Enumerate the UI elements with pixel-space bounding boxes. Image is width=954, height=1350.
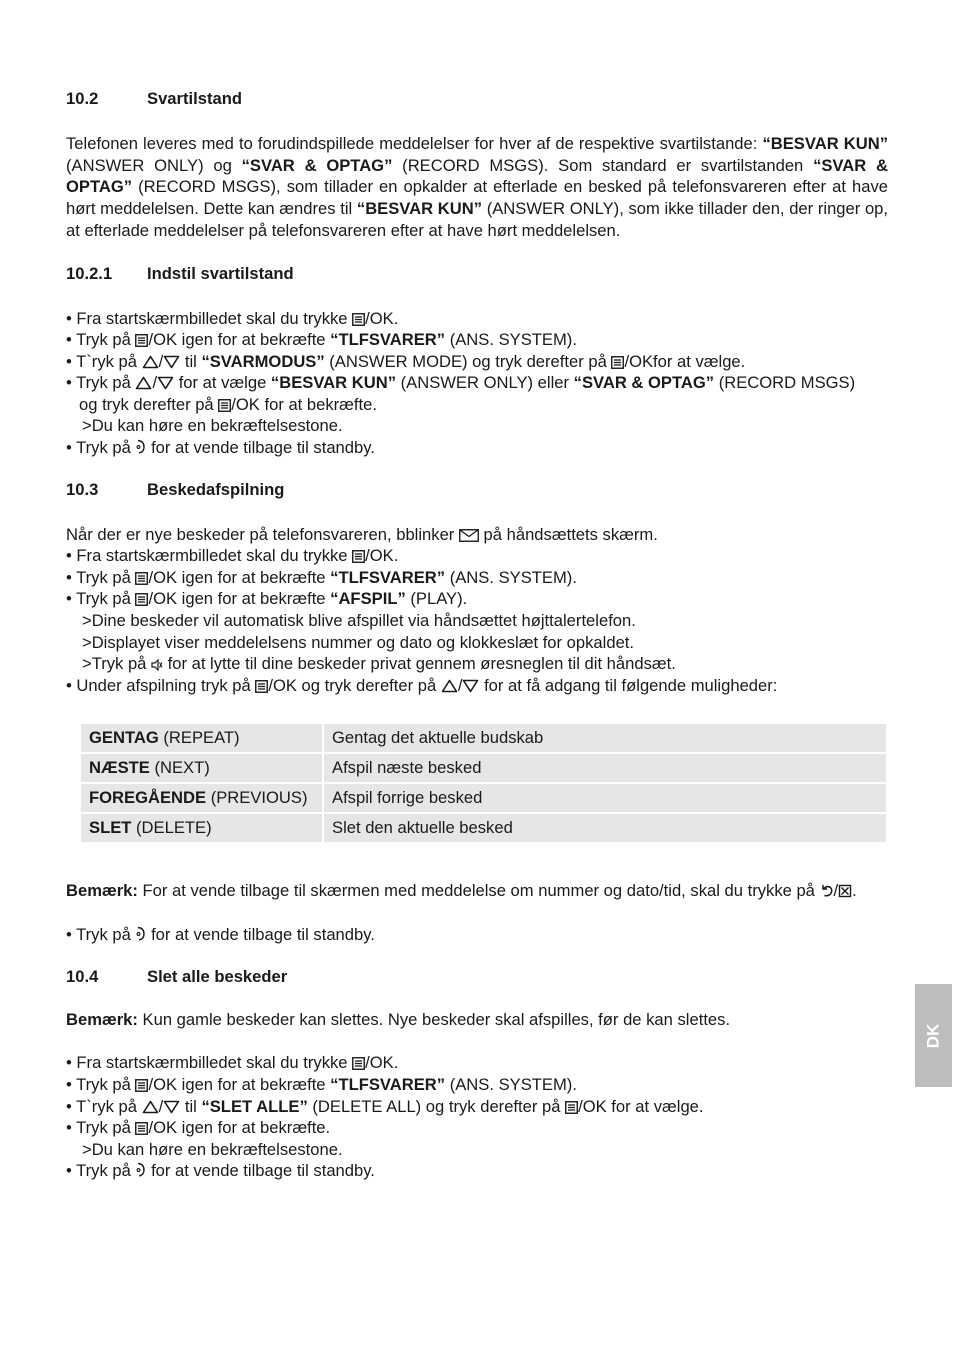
text-run: (PLAY). [405, 589, 468, 609]
text-run: / [833, 881, 839, 901]
section-heading-10-2 [66, 89, 888, 109]
text-run: (ANSWER ONLY), som ikke tillader den, der ringer op, at efterlade meddelelser på telefonsvareren efter at have hørt meddelelsen. [66, 199, 889, 240]
emphasis-text: “BESVAR KUN” [270, 373, 396, 393]
language-tab-label: DK [923, 1023, 943, 1048]
text-run: (ANS. SYSTEM). [445, 567, 577, 587]
text-run: Tryk på [76, 925, 136, 945]
down-arrow-icon [163, 1100, 180, 1114]
text-run: til [180, 1096, 202, 1116]
bullet-item [66, 1074, 888, 1096]
bullet-mark: • [66, 373, 77, 393]
table-row [81, 724, 886, 752]
text-run: for at vende tilbage til standby. [146, 925, 375, 945]
back-icon [820, 883, 834, 898]
text-run: /OK igen for at bekræfte [148, 330, 331, 350]
text-run: /OK. [365, 308, 399, 328]
text-run: (ANSWER ONLY) eller [396, 373, 574, 393]
text-run: (ANS. SYSTEM). [445, 1075, 577, 1095]
bullet-item [66, 329, 888, 351]
bullet-mark: • [66, 589, 77, 609]
option-description-cell: Afspil forrige besked [324, 784, 886, 812]
svartilstand-paragraph [66, 133, 888, 242]
bullet-item [66, 567, 888, 589]
text-run: Fra startskærmbilledet skal du trykke [76, 546, 353, 566]
text-run: Tryk på [76, 589, 136, 609]
bullet-mark: • [66, 1118, 77, 1138]
bullet-item [66, 1160, 888, 1182]
text-run: >Du kan høre en bekræftelsestone. [82, 416, 343, 436]
text-run: Når der er nye beskeder på telefonsvareren, bblinker [66, 524, 459, 544]
end-call-icon [135, 1161, 146, 1178]
text-run: (ANSWER MODE) og tryk derefter på [324, 351, 612, 371]
bullet-item [66, 588, 888, 610]
option-english: (PREVIOUS) [206, 788, 308, 808]
bullet-item [66, 351, 888, 373]
bullet-mark: • [66, 1053, 77, 1073]
delete-icon [838, 884, 852, 898]
bullet-item [66, 372, 888, 394]
text-run: på håndsættets skærm. [478, 524, 658, 544]
up-arrow-icon [142, 1100, 159, 1114]
section-title: Svartilstand [147, 89, 242, 108]
menu-ok-icon [352, 1057, 365, 1070]
instruction-list-10-4 [66, 1052, 888, 1182]
bullet-mark: • [66, 1075, 77, 1095]
end-call-icon [135, 438, 146, 455]
speaker-icon [151, 659, 163, 671]
emphasis-text: “AFSPIL” [330, 589, 406, 609]
text-run: /OK for at bekræfte. [231, 394, 377, 414]
bullet-item [66, 1117, 888, 1139]
option-name-cell [81, 724, 322, 752]
text-run: for at få adgang til følgende muligheder: [479, 675, 778, 695]
emphasis-text: “TLFSVARER” [330, 567, 446, 587]
down-arrow-icon [462, 679, 479, 693]
text-run: For at vende tilbage til skærmen med meddelelse om nummer og dato/tid, skal du trykke på [137, 881, 820, 901]
section-title: Slet alle beskeder [147, 966, 288, 986]
menu-ok-icon [565, 1101, 578, 1114]
text-run: T`ryk på [76, 351, 142, 371]
instruction-list-10-3 [66, 524, 888, 697]
option-key: FOREGÅENDE [89, 788, 207, 808]
sub-note [66, 610, 888, 632]
text-run: til [180, 351, 202, 371]
playback-options-table [79, 722, 888, 844]
language-side-tab [915, 984, 952, 1087]
bullet-item [66, 437, 888, 459]
text-run: /OK og tryk derefter på [268, 675, 441, 695]
option-english: (NEXT) [149, 758, 210, 778]
bullet-mark: • [66, 308, 77, 328]
text-run: og tryk derefter på [79, 394, 219, 414]
menu-ok-icon [611, 356, 624, 369]
text-run: for at vælge [174, 373, 271, 393]
section-title: Beskedafspilning [147, 479, 285, 499]
text-run: Telefonen leveres med to forudindspillede meddelelser for hver af de respektive svartilstande: [66, 134, 763, 153]
envelope-icon [459, 529, 479, 542]
text-run: /OKfor at vælge. [624, 351, 746, 371]
text-run: (RECORD MSGS), som tillader en opkalder at efterlade en besked på telefonsvareren efter at have hørt meddelelsen. Dette kan ændres til [66, 177, 888, 219]
option-description-cell: Afspil næste besked [324, 754, 886, 782]
bullet-item [66, 924, 888, 946]
emphasis-text: “SVAR & OPTAG” [241, 155, 393, 175]
emphasis-text: “TLFSVARER” [330, 330, 446, 350]
text-run: /OK. [365, 1053, 399, 1073]
text-run: Tryk på [76, 567, 136, 587]
bullet-mark: • [66, 1161, 77, 1181]
emphasis-text: “SLET ALLE” [201, 1096, 308, 1116]
text-run: (DELETE ALL) og tryk derefter på [307, 1096, 566, 1116]
option-name-cell [81, 754, 322, 782]
text-run: . [852, 881, 857, 901]
bullet-item [66, 545, 888, 567]
sub-note [66, 632, 888, 654]
bullet-mark: • [66, 925, 77, 945]
text-run: (ANSWER ONLY) og [66, 155, 242, 175]
note-paragraph-10-4 [66, 1009, 888, 1031]
option-description-cell: Gentag det aktuelle budskab [324, 724, 886, 752]
body-line [66, 524, 888, 546]
text-run: /OK igen for at bekræfte. [148, 1118, 331, 1138]
sub-note [66, 415, 888, 437]
text-run: Tryk på [76, 1118, 136, 1138]
instruction-list-10-2-1 [66, 308, 888, 459]
emphasis-text: Bemærk: [66, 881, 138, 901]
menu-ok-icon [135, 1079, 148, 1092]
text-run: /OK for at vælge. [578, 1096, 704, 1116]
menu-ok-icon [352, 550, 365, 563]
text-run: Under afspilning tryk på [76, 675, 256, 695]
bullet-mark: • [66, 546, 77, 566]
text-run: / [158, 351, 164, 371]
text-run: Fra startskærmbilledet skal du trykke [76, 1053, 353, 1073]
text-run: >Dine beskeder vil automatisk blive afspillet via håndsættet højttalertelefon. [82, 611, 636, 631]
text-run: >Displayet viser meddelelsens nummer og dato og klokkeslæt for opkaldet. [82, 632, 635, 652]
option-key: SLET [89, 818, 132, 838]
text-run: >Du kan høre en bekræftelsestone. [82, 1139, 343, 1159]
sub-note [66, 653, 888, 675]
text-run: Fra startskærmbilledet skal du trykke [76, 308, 353, 328]
text-run: >Tryk på [82, 654, 152, 674]
text-run: Tryk på [76, 373, 136, 393]
bullet-mark: • [66, 675, 77, 695]
menu-ok-icon [352, 313, 365, 326]
text-run: Kun gamle beskeder kan slettes. Nye beskeder skal afspilles, før de kan slettes. [137, 1009, 731, 1029]
text-run: /OK. [365, 546, 399, 566]
table-row [81, 754, 886, 782]
text-run: Tryk på [76, 438, 136, 458]
up-arrow-icon [135, 376, 152, 390]
text-run: Tryk på [76, 1161, 136, 1181]
emphasis-text: “TLFSVARER” [330, 1075, 446, 1095]
option-name-cell [81, 814, 322, 842]
option-key: GENTAG [89, 728, 159, 748]
instruction-list-10-3-after [66, 924, 888, 946]
bullet-mark: • [66, 330, 77, 350]
emphasis-text: “BESVAR KUN” [356, 199, 483, 219]
emphasis-text: “BESVAR KUN” [762, 134, 888, 153]
bullet-mark: • [66, 438, 77, 458]
section-number: 10.2.1 [66, 263, 113, 283]
sub-note [66, 1139, 888, 1161]
bullet-mark: • [66, 567, 77, 587]
option-english: (REPEAT) [158, 728, 240, 748]
bullet-item [66, 1096, 888, 1118]
menu-ok-icon [218, 399, 231, 412]
text-run: Tryk på [76, 1075, 136, 1095]
menu-ok-icon [135, 1122, 148, 1135]
up-arrow-icon [142, 355, 159, 369]
table-row [81, 784, 886, 812]
option-name-cell [81, 784, 322, 812]
section-number: 10.2 [66, 89, 99, 108]
option-description-cell: Slet den aktuelle besked [324, 814, 886, 842]
text-run: for at lytte til dine beskeder privat gennem øresneglen til dit håndsæt. [163, 654, 676, 674]
section-title: Indstil svartilstand [147, 263, 294, 283]
text-run: / [457, 675, 463, 695]
text-run: T`ryk på [76, 1096, 142, 1116]
emphasis-text: “SVARMODUS” [201, 351, 325, 371]
table-row [81, 814, 886, 842]
bullet-mark: • [66, 1096, 77, 1116]
text-run: for at vende tilbage til standby. [146, 1161, 375, 1181]
text-run: (RECORD MSGS) [714, 373, 856, 393]
up-arrow-icon [441, 679, 458, 693]
bullet-mark: • [66, 351, 77, 371]
text-run: /OK igen for at bekræfte [148, 589, 331, 609]
menu-ok-icon [135, 593, 148, 606]
end-call-icon [135, 925, 146, 942]
section-heading-10-4 [66, 967, 888, 987]
bullet-item [66, 1052, 888, 1074]
bullet-item [66, 675, 888, 697]
bullet-item [66, 308, 888, 330]
section-number: 10.3 [66, 479, 99, 499]
manual-page [66, 89, 888, 1182]
section-number: 10.4 [66, 966, 99, 986]
text-run: / [158, 1096, 164, 1116]
down-arrow-icon [163, 355, 180, 369]
option-english: (DELETE) [131, 818, 212, 838]
section-heading-10-3 [66, 480, 888, 500]
text-run: for at vende tilbage til standby. [146, 438, 375, 458]
down-arrow-icon [157, 376, 174, 390]
emphasis-text: Bemærk: [66, 1009, 138, 1029]
text-run: /OK igen for at bekræfte [148, 567, 331, 587]
emphasis-text: “SVAR & OPTAG” [573, 373, 715, 393]
text-run: (ANS. SYSTEM). [445, 330, 577, 350]
menu-ok-icon [255, 680, 268, 693]
text-run: / [152, 373, 158, 393]
text-run: Tryk på [76, 330, 136, 350]
menu-ok-icon [135, 334, 148, 347]
section-heading-10-2-1 [66, 264, 888, 284]
bullet-continuation [66, 394, 888, 416]
option-key: NÆSTE [89, 758, 150, 778]
text-run: /OK igen for at bekræfte [148, 1075, 331, 1095]
text-run: (RECORD MSGS). Som standard er svartilstanden [392, 155, 814, 175]
emphasis-text: “SVAR & OPTAG” [66, 155, 888, 197]
note-paragraph-10-3 [66, 880, 888, 902]
menu-ok-icon [135, 572, 148, 585]
